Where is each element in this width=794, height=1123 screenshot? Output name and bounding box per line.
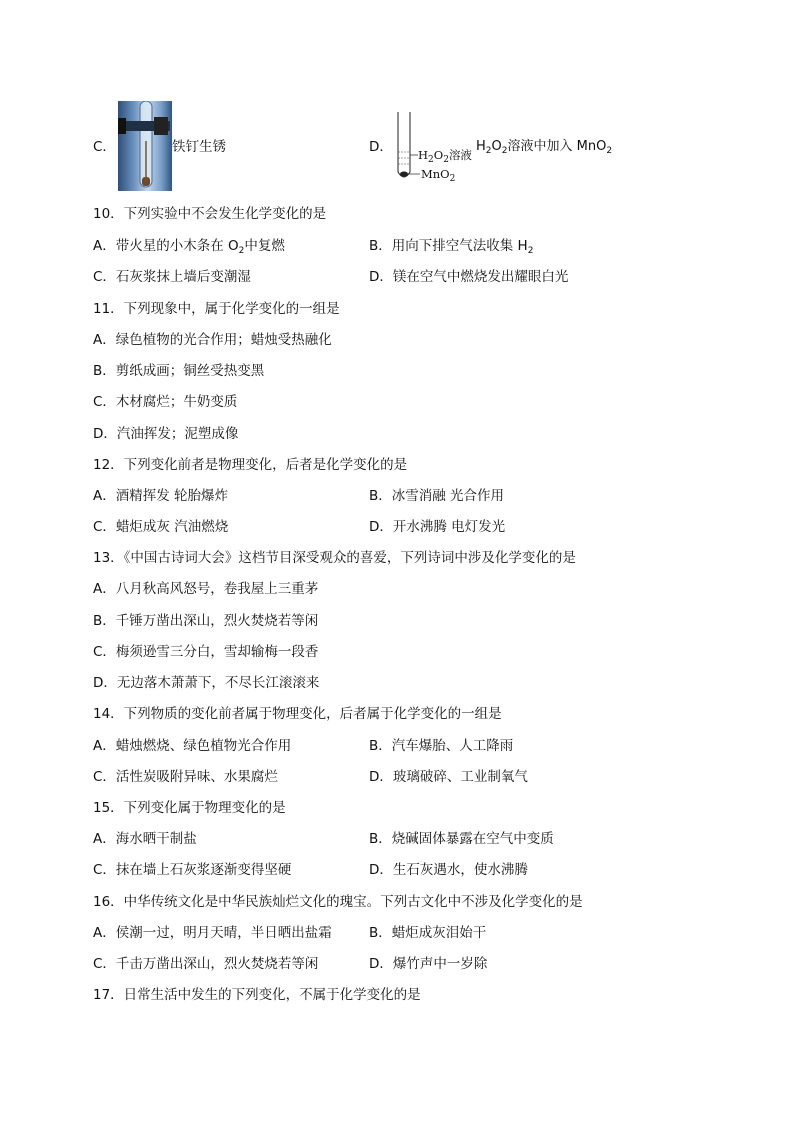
q11-option-a[interactable]: A．绿色植物的光合作用；蜡烛受热融化 — [93, 332, 332, 348]
q15-option-b[interactable]: B．烧碱固体暴露在空气中变质 — [369, 831, 554, 847]
q16-stem: 16．中华传统文化是中华民族灿烂文化的瑰宝。下列古文化中不涉及化学变化的是 — [93, 894, 583, 910]
q11-option-d[interactable]: D．汽油挥发；泥塑成像 — [93, 426, 239, 442]
q10-stem: 10．下列实验中不会发生化学变化的是 — [93, 206, 327, 222]
q15-option-a[interactable]: A．海水晒干制盐 — [93, 831, 197, 847]
option-d-letter: D． — [369, 139, 393, 155]
q14-stem: 14．下列物质的变化前者属于物理变化，后者属于化学变化的一组是 — [93, 706, 502, 722]
q12-option-c[interactable]: C．蜡炬成灰 汽油燃烧 — [93, 519, 229, 535]
option-d-caption: $H_2O_2$溶液中加入 MnO$_2$ — [476, 139, 613, 156]
q13-option-b[interactable]: B．千锤万凿出深山，烈火焚烧若等闲 — [93, 613, 319, 629]
q11-stem: 11．下列现象中，属于化学变化的一组是 — [93, 301, 340, 317]
q14-option-a[interactable]: A．蜡烛燃烧、绿色植物光合作用 — [93, 738, 292, 754]
q12-option-a[interactable]: A．酒精挥发 轮胎爆炸 — [93, 488, 229, 504]
q13-stem: 13．《中国古诗词大会》这档节目深受观众的喜爱，下列诗词中涉及化学变化的是 — [93, 550, 576, 566]
option-c-letter: C． — [93, 139, 116, 155]
h2o2-solution-label: $H_2O_2$溶液 — [418, 148, 472, 165]
option-c-label: 铁钉生锈 — [172, 139, 226, 155]
q15-option-d[interactable]: D．生石灰遇水，使水沸腾 — [369, 862, 528, 878]
q16-option-a[interactable]: A．侯潮一过，明月天晴，半日晒出盐霜 — [93, 925, 332, 941]
h2o2-mno2-diagram — [392, 112, 482, 184]
q13-option-d[interactable]: D．无边落木萧萧下，不尽长江滚滚来 — [93, 675, 320, 691]
q14-option-d[interactable]: D．玻璃破碎、工业制氧气 — [369, 769, 528, 785]
q17-stem: 17．日常生活中发生的下列变化，不属于化学变化的是 — [93, 987, 421, 1003]
q14-option-c[interactable]: C．活性炭吸附异味、水果腐烂 — [93, 769, 278, 785]
q12-option-b[interactable]: B．冰雪消融 光合作用 — [369, 488, 505, 504]
q11-option-c[interactable]: C．木材腐烂；牛奶变质 — [93, 394, 238, 410]
q15-stem: 15．下列变化属于物理变化的是 — [93, 800, 286, 816]
q10-option-d[interactable]: D．镁在空气中燃烧发出耀眼白光 — [369, 269, 569, 285]
q12-option-d[interactable]: D．开水沸腾 电灯发光 — [369, 519, 506, 535]
q10-option-b[interactable]: B．用向下排空气法收集 $H_2$ — [369, 238, 534, 256]
q13-option-a[interactable]: A．八月秋高风怒号，卷我屋上三重茅 — [93, 581, 319, 597]
q16-option-c[interactable]: C．千击万凿出深山，烈火焚烧若等闲 — [93, 956, 319, 972]
q10-option-a[interactable]: A．带火星的小木条在 $O_2$中复燃 — [93, 238, 285, 256]
q16-option-b[interactable]: B．蜡炬成灰泪始干 — [369, 925, 487, 941]
q11-option-b[interactable]: B．剪纸成画；铜丝受热变黑 — [93, 363, 265, 379]
mno2-label: MnO$_2$ — [421, 167, 456, 184]
q13-option-c[interactable]: C．梅须逊雪三分白，雪却输梅一段香 — [93, 644, 319, 660]
test-tube-clamp-icon — [118, 101, 172, 191]
q12-stem: 12．下列变化前者是物理变化，后者是化学变化的是 — [93, 457, 408, 473]
iron-nail-test-tube-image — [118, 101, 172, 191]
q16-option-d[interactable]: D．爆竹声中一岁除 — [369, 956, 488, 972]
q15-option-c[interactable]: C．抹在墙上石灰浆逐渐变得坚硬 — [93, 862, 292, 878]
q10-option-c[interactable]: C．石灰浆抹上墙后变潮湿 — [93, 269, 251, 285]
q14-option-b[interactable]: B．汽车爆胎、人工降雨 — [369, 738, 514, 754]
